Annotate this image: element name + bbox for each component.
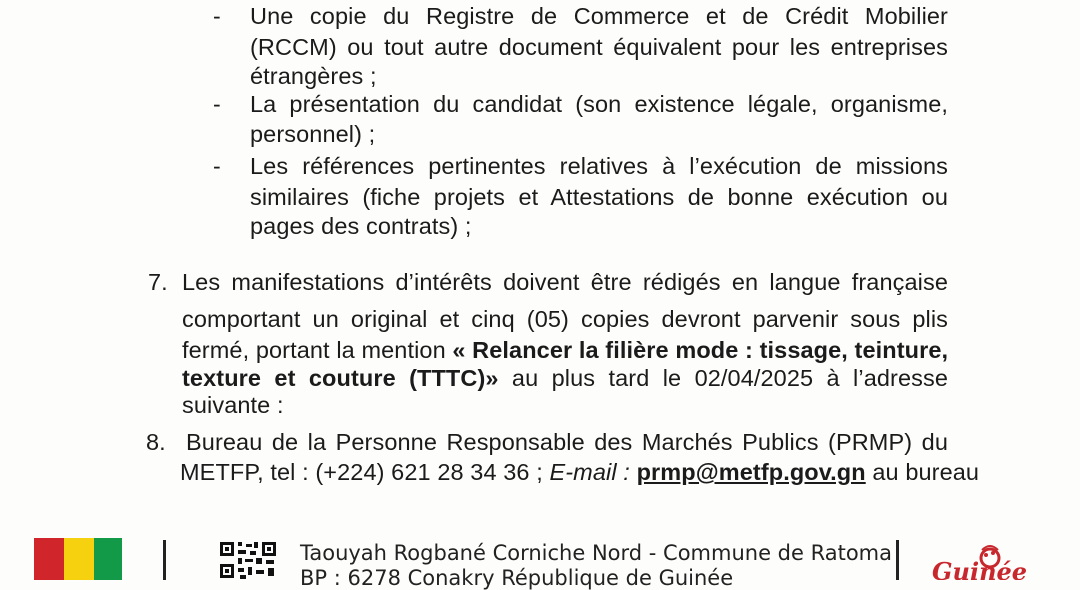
footer-divider-left <box>163 540 166 580</box>
bullet-3-line-3: pages des contrats) ; <box>250 213 472 239</box>
guinee-logo-text: Guinée <box>932 557 1028 580</box>
item-7-line-5: suivante : <box>182 392 284 418</box>
bullet-dash: - <box>213 3 221 29</box>
bullet-1-line-3: étrangères ; <box>250 63 377 89</box>
item-7-line-2: comportant un original et cinq (05) copies devront parvenir sous plis <box>182 306 948 332</box>
bullet-2-line-1: La présentation du candidat (son existence légale, organisme, <box>250 91 948 117</box>
item-8-line-2 <box>180 458 980 486</box>
bullet-3-line-2: similaires (fiche projets et Attestations de bonne exécution ou <box>250 184 948 210</box>
bullet-2-line-2: personnel) ; <box>250 121 376 147</box>
bullet-1-line-1: Une copie du Registre de Commerce et de Crédit Mobilier <box>250 3 948 29</box>
bullet-1-line-2: (RCCM) ou tout autre document équivalent pour les entreprises <box>250 34 948 60</box>
flag-yellow-stripe <box>64 538 94 580</box>
item-8-line-2-text: METFP, tel : (+224) 621 28 34 36 ; <box>180 459 550 485</box>
bullet-3-line-1: Les références pertinentes relatives à l’exécution de missions <box>250 153 948 179</box>
item-7-line-4 <box>182 364 948 392</box>
guinee-logo <box>930 542 1040 580</box>
item-8-number: 8. <box>146 429 166 455</box>
item-7-line-3-text: fermé, portant la mention <box>182 337 453 363</box>
footer-address-line-2: BP : 6278 Conakry République de Guinée <box>300 566 734 590</box>
email-space <box>630 459 637 485</box>
item-7-line-1: Les manifestations d’intérêts doivent être rédigés en langue française <box>182 269 948 295</box>
footer-address-line-1: Taouyah Rogbané Corniche Nord - Commune de Ratoma <box>300 541 893 565</box>
flag-green-stripe <box>94 538 122 580</box>
item-8-line-1: Bureau de la Personne Responsable des Marchés Publics (PRMP) du <box>186 429 948 455</box>
item-7-line-3 <box>182 336 948 364</box>
project-title-part-1: « Relancer la filière mode : tissage, teinture, <box>452 337 949 363</box>
item-7-line-4-text: au plus tard le 02/04/2025 à l’adresse <box>498 365 949 391</box>
bullet-dash: - <box>213 153 221 179</box>
footer-divider-right <box>896 540 899 580</box>
email-link[interactable]: prmp@metfp.gov.gn <box>636 459 866 485</box>
project-title-part-2: texture et couture (TTTC)» <box>182 365 499 391</box>
bullet-dash: - <box>213 91 221 117</box>
email-label: E-mail : <box>549 459 630 485</box>
item-7-number: 7. <box>148 269 168 295</box>
item-8-line-2-end: au bureau <box>865 459 980 485</box>
flag-red-stripe <box>34 538 64 580</box>
qr-code-icon <box>218 540 280 580</box>
